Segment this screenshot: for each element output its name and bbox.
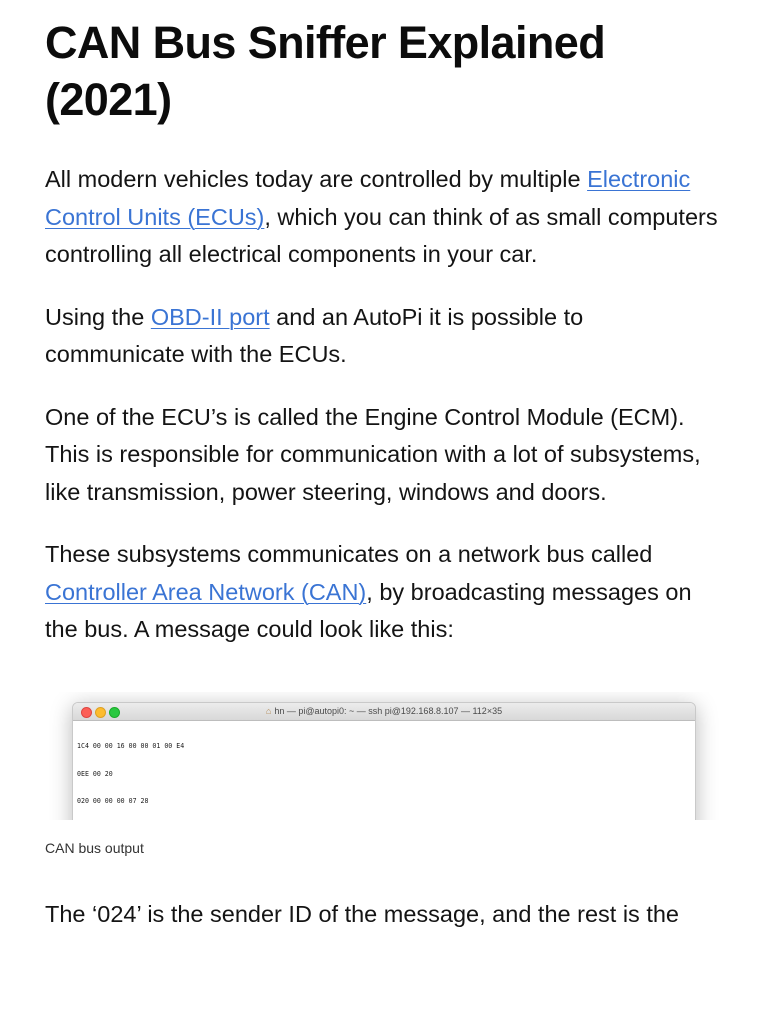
obd-port-link[interactable]: OBD-II port: [150, 303, 270, 330]
paragraph-2-text-a: Using the: [45, 303, 151, 330]
paragraph-4-text-b: , by broadcasting messages on the bus. A message could look like this:: [45, 578, 692, 642]
terminal-line: 1C4 00 00 16 00 00 01 00 E4: [77, 741, 185, 750]
terminal-screenshot: [45, 692, 725, 820]
can-output-figure: [45, 692, 725, 857]
terminal-window: [72, 702, 696, 820]
terminal-line: 0EE 00 20: [77, 769, 113, 778]
paragraph-4: [45, 536, 724, 649]
paragraph-1: [45, 161, 724, 274]
paragraph-3: One of the ECU’s is called the Engine Control Module (ECM). This is responsible for communication with a lot of subsystems, like transmission, power steering, windows and doors.: [45, 403, 701, 505]
paragraph-2-text-b: and an AutoPi it is possible to communicate with the ECUs.: [45, 303, 584, 367]
article-title: CAN Bus Sniffer Explained (2021): [45, 17, 606, 125]
paragraph-4-text-a: These subsystems communicates on a network bus called: [45, 541, 653, 567]
ecu-link[interactable]: Electronic Control Units (ECUs): [45, 166, 691, 230]
paragraph-1-text-a: All modern vehicles today are controlled by multiple: [45, 166, 588, 192]
paragraph-2: [45, 299, 724, 374]
terminal-title: [73, 705, 695, 717]
figure-caption: CAN bus output: [45, 839, 144, 856]
terminal-line: 020 00 00 00 07 28: [77, 797, 149, 806]
terminal-title-text: hn — pi@autopi0: ~ — ssh pi@192.168.8.107 — 112×35: [274, 705, 503, 716]
paragraph-1-text-b: , which you can think of as small computers controlling all electrical components in your car.: [45, 203, 718, 267]
terminal-output: [73, 721, 695, 820]
can-link[interactable]: Controller Area Network (CAN): [45, 578, 367, 605]
paragraph-5: The ‘024’ is the sender ID of the message, and the rest is the: [45, 900, 679, 927]
home-folder-icon: ⌂: [265, 705, 272, 716]
terminal-titlebar: [73, 703, 695, 721]
